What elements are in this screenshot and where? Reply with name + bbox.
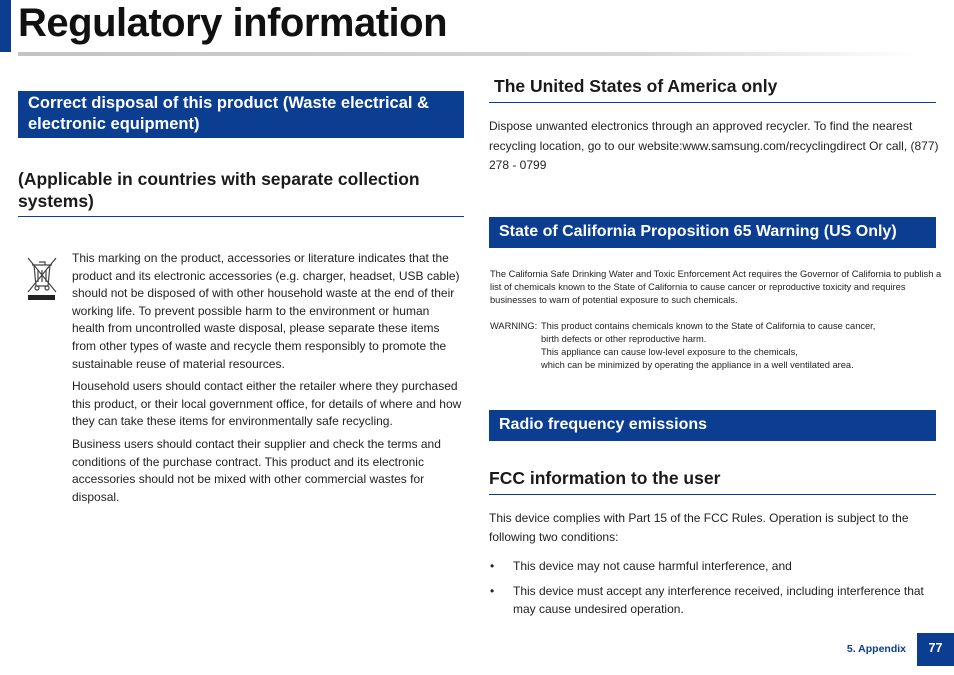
warning-line: which can be minimized by operating the appliance in a well ventilated area. — [541, 360, 854, 370]
fcc-heading: FCC information to the user — [489, 468, 721, 488]
warning-line: This product contains chemicals known to the State of California to cause cancer, — [541, 321, 876, 331]
weee-section-band: Correct disposal of this product (Waste electrical & electronic equipment) — [18, 91, 464, 138]
weee-paragraph: Business users should contact their supplier and check the terms and conditions of the purchase contract. This product and its electronic accessories should not be mixed with other commercial wastes for disposal. — [72, 436, 441, 504]
list-item — [489, 582, 934, 618]
warning-label: WARNING: — [490, 321, 538, 331]
footer-section-label: 5. Appendix — [846, 643, 906, 655]
california-prop65-band: State of California Proposition 65 Warning (US Only) — [489, 217, 936, 248]
fcc-conditions-list — [489, 557, 934, 625]
california-warning — [490, 320, 942, 372]
warning-line: birth defects or other reproductive harm. — [541, 334, 707, 344]
list-item-text: This device may not cause harmful interference, and — [513, 559, 792, 573]
fcc-divider — [489, 494, 936, 495]
radio-frequency-band: Radio frequency emissions — [489, 410, 936, 441]
bullet-icon: • — [490, 584, 495, 598]
california-act-text: The California Safe Drinking Water and Toxic Enforcement Act requires the Governor of California to publish a list of chemicals known to the State of California to cause cancer or reproductive toxicity and requires businesses to warn of potential exposure to such chemicals. — [490, 269, 942, 305]
us-recycling-text: Dispose unwanted electronics through an approved recycler. To find the nearest recycling location, go to our website:www.samsung.com/recyclingdirect Or call, (877) 278 - 0799 — [489, 119, 939, 172]
bullet-icon: • — [490, 559, 495, 573]
weee-paragraph: Household users should contact either the retailer where they purchased this product, or their local government office, for details of where and how they can take these items for environmentally safe recycling. — [72, 379, 462, 429]
applicable-divider — [18, 216, 464, 217]
title-divider — [18, 52, 918, 56]
us-divider — [489, 102, 936, 103]
page-title: Regulatory information — [18, 1, 448, 45]
fcc-intro-text: This device complies with Part 15 of the FCC Rules. Operation is subject to the following two conditions: — [489, 511, 909, 544]
list-item — [489, 557, 934, 575]
warning-line: This appliance can cause low-level exposure to the chemicals, — [541, 347, 798, 357]
page-number: 77 — [917, 633, 954, 666]
crossed-out-wheelie-bin-icon — [25, 253, 59, 303]
header-accent-bar — [0, 0, 11, 52]
weee-paragraph: This marking on the product, accessories or literature indicates that the product and its electronic accessories (e.g. charger, headset, USB cable) should not be disposed of with other household waste at the end of their working life. To prevent possible harm to the environment or human health from uncontrolled waste disposal, please separate these items from other types of waste and recycle them responsibly to promote the sustainable reuse of material resources. — [72, 251, 460, 371]
applicable-subheading: (Applicable in countries with separate collection systems) — [18, 169, 420, 211]
list-item-text: This device must accept any interference received, including interference that may cause undesired operation. — [513, 584, 924, 616]
us-heading: The United States of America only — [494, 76, 778, 96]
weee-description — [72, 250, 462, 511]
